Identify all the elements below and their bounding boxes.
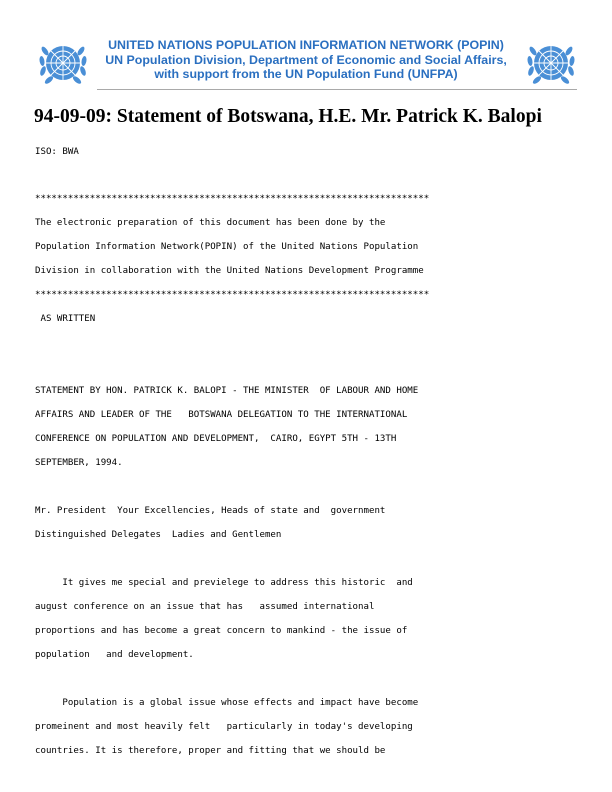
paragraph-line: population and development. <box>35 650 194 660</box>
header-line-1: UNITED NATIONS POPULATION INFORMATION NETWORK (POPIN) <box>108 38 504 52</box>
notice-line: Division in collaboration with the United Nations Development Programme <box>35 266 424 276</box>
statement-heading-line: SEPTEMBER, 1994. <box>35 458 123 468</box>
page-header <box>0 0 612 92</box>
iso-code: ISO: BWA <box>35 147 79 157</box>
header-line-3: with support from the UN Population Fund (UNFPA) <box>154 67 458 81</box>
salutation-line: Mr. President Your Excellencies, Heads of state and government <box>35 506 386 516</box>
document-title: 94-09-09: Statement of Botswana, H.E. Mr. Patrick K. Balopi <box>34 106 542 127</box>
statement-heading-line: CONFERENCE ON POPULATION AND DEVELOPMENT, CAIRO, EGYPT 5TH - 13TH <box>35 434 397 444</box>
un-emblem-icon <box>37 37 89 89</box>
statement-heading-line: AFFAIRS AND LEADER OF THE BOTSWANA DELEGATION TO THE INTERNATIONAL <box>35 410 408 420</box>
paragraph-line: proportions and has become a great concern to mankind - the issue of <box>35 626 408 636</box>
paragraph-line: countries. It is therefore, proper and fitting that we should be <box>35 746 386 756</box>
paragraph-line: august conference on an issue that has assumed international <box>35 602 375 612</box>
notice-line: The electronic preparation of this document has been done by the <box>35 218 386 228</box>
un-emblem-icon <box>525 37 577 89</box>
header-text <box>94 38 518 82</box>
salutation-line: Distinguished Delegates Ladies and Gentlemen <box>35 530 282 540</box>
header-line-2: UN Population Division, Department of Economic and Social Affairs, <box>105 52 507 67</box>
statement-heading-line: STATEMENT BY HON. PATRICK K. BALOPI - THE MINISTER OF LABOUR AND HOME <box>35 386 419 396</box>
notice-line: Population Information Network(POPIN) of the United Nations Population <box>35 242 419 252</box>
separator-line: ************************************************************************ <box>35 290 430 300</box>
paragraph-line: Population is a global issue whose effects and impact have become <box>35 698 419 708</box>
paragraph-line: It gives me special and previelege to address this historic and <box>35 578 413 588</box>
as-written-label: AS WRITTEN <box>35 314 96 324</box>
header-divider <box>97 89 577 90</box>
separator-line: ************************************************************************ <box>35 194 430 204</box>
paragraph-line: promeinent and most heavily felt particularly in today's developing <box>35 722 413 732</box>
